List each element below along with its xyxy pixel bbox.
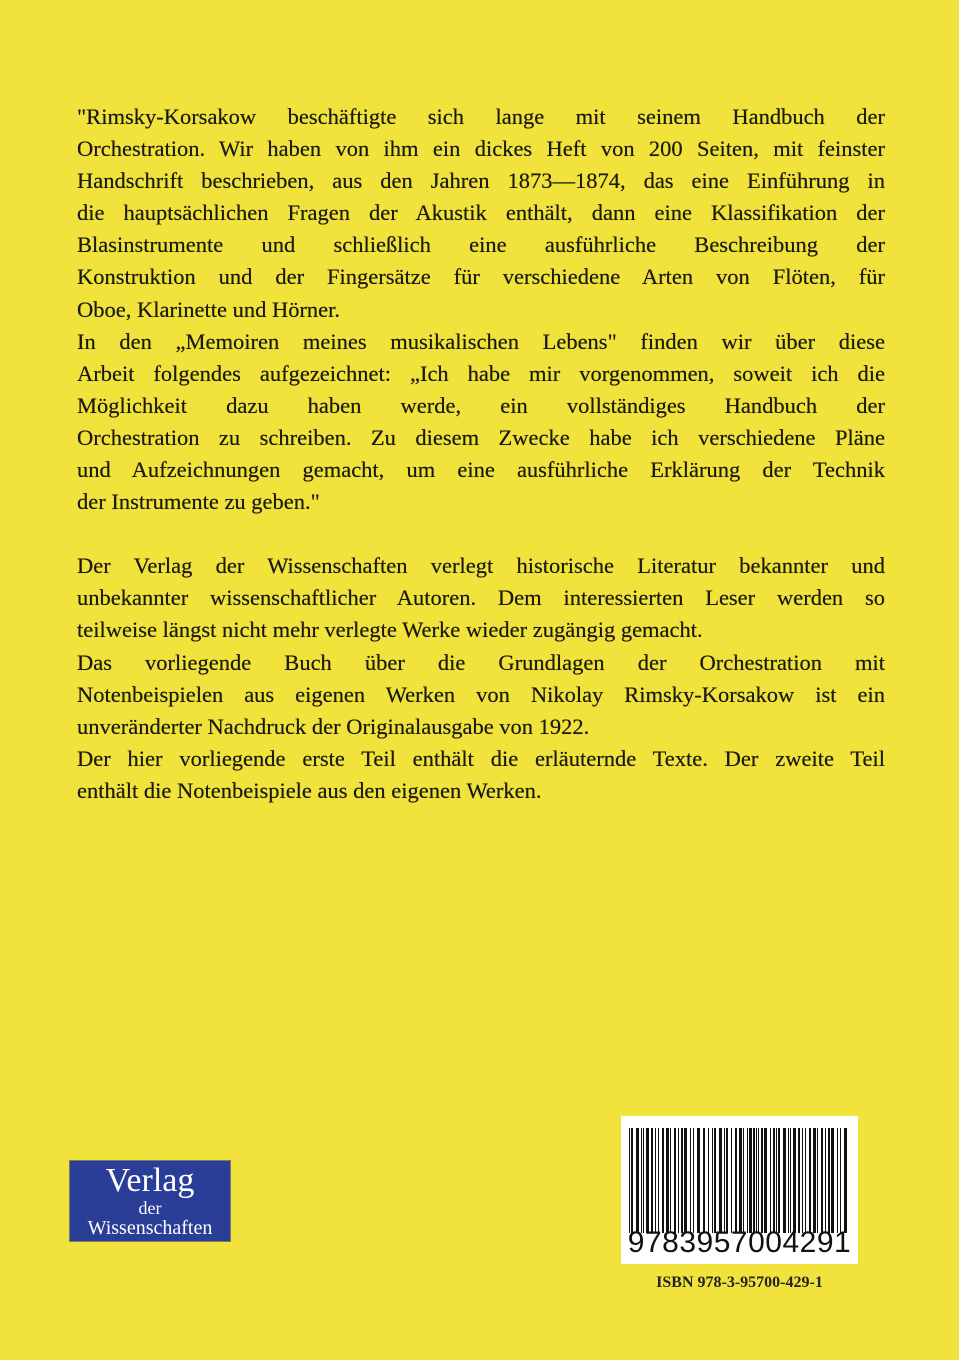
- barcode-bar: [697, 1128, 700, 1233]
- blurb-paragraph-4: [77, 647, 885, 743]
- text-line: die hauptsächlichen Fragen der Akustik enthält, dann eine Klassifikation der: [77, 200, 885, 226]
- barcode-bar: [821, 1128, 823, 1233]
- logo-line-verlag: Verlag: [105, 1162, 195, 1199]
- barcode-bar: [770, 1128, 771, 1233]
- barcode-bar: [731, 1128, 732, 1233]
- text-line: unveränderter Nachdruck der Originalausgabe von 1922.: [77, 713, 590, 739]
- text-line: "Rimsky-Korsakow beschäftigte sich lange mit seinem Handbuch der: [77, 104, 885, 129]
- barcode-bar: [828, 1128, 830, 1233]
- text-line: Möglichkeit dazu haben werde, ein vollständiges Handbuch der: [77, 392, 885, 418]
- barcode-bar: [802, 1128, 803, 1233]
- barcode-bar: [703, 1128, 705, 1233]
- barcode-bar: [641, 1128, 642, 1233]
- blurb-paragraph-1: [77, 101, 885, 326]
- barcode-bar: [758, 1128, 759, 1233]
- barcode-bar: [840, 1128, 841, 1233]
- barcode-bar: [681, 1128, 683, 1233]
- barcode-bar: [739, 1128, 742, 1233]
- barcode-bar: [778, 1128, 780, 1233]
- isbn-label: ISBN 978-3-95700-429-1: [656, 1274, 823, 1291]
- barcode-bar: [726, 1128, 728, 1233]
- barcode-bar: [708, 1128, 709, 1233]
- barcode-bar: [631, 1128, 633, 1233]
- barcode-bar: [662, 1128, 664, 1233]
- barcode-bars: [629, 1128, 850, 1233]
- barcode-bar: [798, 1128, 800, 1233]
- barcode-bar: [764, 1128, 767, 1233]
- text-line: und Aufzeichnungen gemacht, um eine ausführliche Erklärung der Technik: [77, 457, 885, 483]
- barcode-bar: [690, 1128, 691, 1233]
- text-line: Blasinstrumente und schließlich eine ausführliche Beschreibung der: [77, 232, 885, 258]
- barcode-bar: [714, 1128, 716, 1233]
- logo-line-wissenschaften: Wissenschaften: [87, 1217, 213, 1239]
- barcode-bar: [719, 1128, 722, 1233]
- barcode-bar: [793, 1128, 796, 1233]
- text-line: enthält die Notenbeispiele aus den eigenen Werken.: [77, 777, 542, 803]
- barcode-bar: [643, 1128, 644, 1233]
- barcode-bar: [825, 1128, 826, 1233]
- barcode-bar: [735, 1128, 737, 1233]
- barcode-bar: [756, 1128, 757, 1233]
- text-line: Orchestration. Wir haben von ihm ein dickes Heft von 200 Seiten, mit feinster: [77, 136, 885, 162]
- back-cover-blurb: [77, 101, 885, 807]
- barcode-bar: [651, 1128, 653, 1233]
- barcode-bar: [844, 1128, 847, 1233]
- barcode-bar: [684, 1128, 687, 1233]
- barcode-bar: [678, 1128, 679, 1233]
- barcode-bar: [747, 1128, 748, 1233]
- barcode-bar: [805, 1128, 806, 1233]
- text-line: Notenbeispielen aus eigenen Werken von Nikolay Rimsky-Korsakow ist ein: [77, 681, 885, 707]
- text-line: Oboe, Klarinette und Hörner.: [77, 296, 341, 322]
- barcode: [621, 1116, 858, 1264]
- barcode-bar: [646, 1128, 649, 1233]
- barcode-bar: [790, 1128, 791, 1233]
- text-line: der Instrumente zu geben.": [77, 489, 320, 515]
- text-line: unbekannter wissenschaftlicher Autoren. Dem interessierten Leser werden so: [77, 585, 885, 611]
- barcode-number: 9783957004291: [627, 1226, 852, 1259]
- publisher-logo: [70, 1161, 230, 1241]
- barcode-bar: [761, 1128, 763, 1233]
- text-line: Der hier vorliegende erste Teil enthält die erläuternde Texte. Der zweite Teil: [77, 745, 885, 771]
- text-line: Der Verlag der Wissenschaften verlegt historische Literatur bekannter und: [77, 553, 885, 579]
- barcode-bar: [788, 1128, 789, 1233]
- text-line: Orchestration zu schreiben. Zu diesem Zwecke habe ich verschiedene Pläne: [77, 424, 885, 450]
- barcode-bar: [693, 1128, 694, 1233]
- blurb-paragraph-3: [77, 550, 885, 646]
- barcode-bar: [837, 1128, 838, 1233]
- text-line: Arbeit folgendes aufgezeichnet: „Ich habe mir vorgenommen, soweit ich die: [77, 360, 885, 386]
- barcode-bar: [658, 1128, 659, 1233]
- barcode-bar: [813, 1128, 816, 1233]
- barcode-bar: [817, 1128, 818, 1233]
- text-line: Konstruktion und der Fingersätze für verschiedene Arten von Flöten, für: [77, 264, 885, 290]
- barcode-bar: [674, 1128, 676, 1233]
- blurb-paragraph-2: [77, 326, 885, 519]
- barcode-bar: [629, 1128, 630, 1233]
- barcode-bar: [724, 1128, 725, 1233]
- text-line: In den „Memoiren meines musikalischen Lebens" finden wir über diese: [77, 328, 885, 354]
- barcode-bar: [749, 1128, 752, 1233]
- barcode-bar: [743, 1128, 744, 1233]
- barcode-bar: [712, 1128, 713, 1233]
- barcode-bar: [776, 1128, 777, 1233]
- logo-line-der: der: [138, 1198, 162, 1218]
- barcode-bar: [809, 1128, 811, 1233]
- barcode-bar: [831, 1128, 834, 1233]
- barcode-bar: [753, 1128, 755, 1233]
- barcode-bar: [783, 1128, 786, 1233]
- barcode-bar: [670, 1128, 671, 1233]
- barcode-bar: [666, 1128, 669, 1233]
- barcode-bar: [636, 1128, 639, 1233]
- text-line: Das vorliegende Buch über die Grundlagen der Orchestration mit: [77, 649, 885, 675]
- blurb-paragraph-5: [77, 743, 885, 807]
- text-line: Handschrift beschrieben, aus den Jahren 1873—1874, das eine Einführung in: [77, 168, 885, 194]
- text-line: teilweise längst nicht mehr verlegte Werke wieder zugängig gemacht.: [77, 617, 703, 643]
- barcode-bar: [773, 1128, 775, 1233]
- barcode-bar: [655, 1128, 656, 1233]
